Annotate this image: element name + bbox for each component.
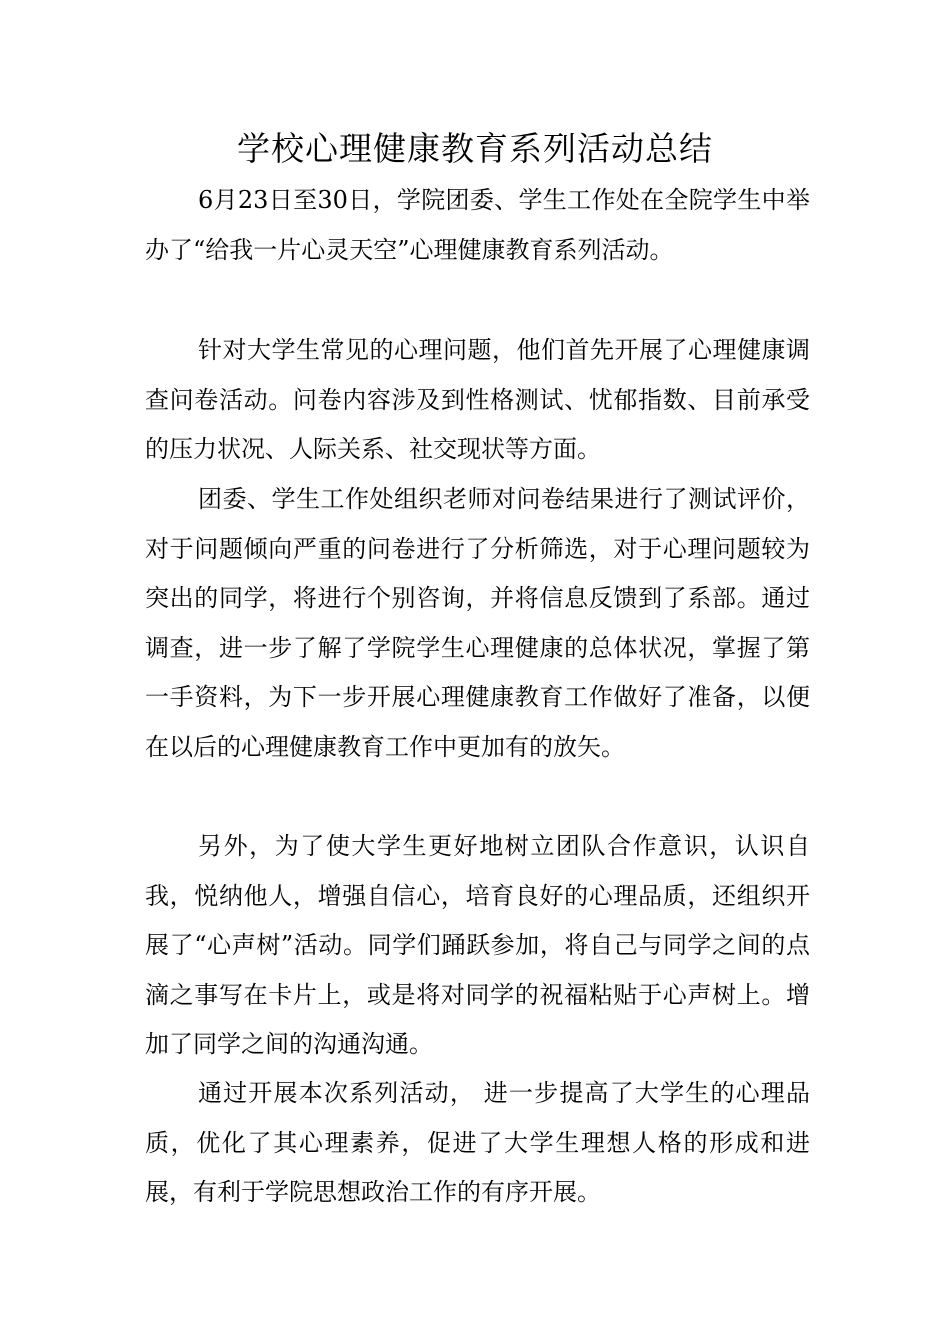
paragraph-conclusion: 通过开展本次系列活动， 进一步提高了大学生的心理品质，优化了其心理素养，促进了大学生理想人格的形成和进展，有利于学院思想政治工作的有序开展。 bbox=[145, 1079, 810, 1206]
paragraph-intro: 6月23日至30日，学院团委、学生工作处在全院学生中举办了“给我一片心灵天空”心理健康教育系列活动。 bbox=[145, 186, 810, 264]
document-title: 学校心理健康教育系列活动总结 bbox=[237, 129, 713, 168]
paragraph-evaluation: 团委、学生工作处组织老师对问卷结果进行了测试评价，对于问题倾向严重的问卷进行了分析筛选，对于心理问题较为突出的同学，将进行个别咨询，并将信息反馈到了系部。通过调查，进一步了解了学院学生心理健康的总体状况，掌握了第一手资料，为下一步开展心理健康教育工作做好了准备，以便在以后的心理健康教育工作中更加有的放矢。 bbox=[145, 485, 810, 761]
paragraph-survey: 针对大学生常见的心理问题，他们首先开展了心理健康调查问卷活动。问卷内容涉及到性格测试、忧郁指数、目前承受的压力状况、人际关系、社交现状等方面。 bbox=[145, 336, 810, 463]
paragraph-heart-tree: 另外，为了使大学生更好地树立团队合作意识，认识自我，悦纳他人，增强自信心，培育良好的心理品质，还组织开展了“心声树”活动。同学们踊跃参加，将自己与同学之间的点滴之事写在卡片上，或是将对同学的祝福粘贴于心声树上。增加了同学之间的沟通沟通。 bbox=[145, 832, 810, 1058]
